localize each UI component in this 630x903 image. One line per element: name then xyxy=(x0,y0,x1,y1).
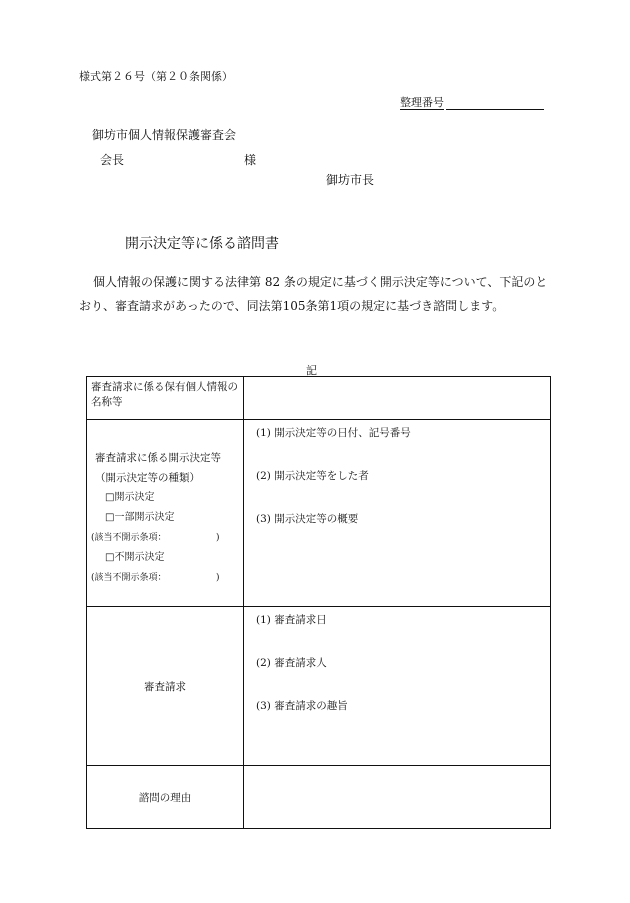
reference-number-field xyxy=(446,97,544,110)
row3-label-cell xyxy=(87,607,244,766)
reference-number xyxy=(400,94,544,110)
table-row xyxy=(87,377,551,420)
row4-label: 諮問の理由 xyxy=(138,791,192,804)
partial-nondisclosure-clause: (該当不開示条項： ) xyxy=(91,533,220,543)
body-text: 個人情報の保護に関する法律第 82 条の規定に基づく開示決定等について、下記のとおり、審査請求があったので、同法第105条第1項の規定に基づき諮問します。 xyxy=(79,275,548,313)
nondisclosure-clause: (該当不開示条項： ) xyxy=(91,573,220,583)
document-title: 開示決定等に係る諮問書 xyxy=(125,236,279,252)
table-row xyxy=(87,766,551,829)
option-nondisclosure[interactable]: □不開示決定 xyxy=(105,552,165,563)
row3-item-3: (3) 審査請求の趣旨 xyxy=(256,700,348,712)
reference-number-label: 整理番号 xyxy=(400,96,444,109)
form-number: 様式第２６号（第２０条関係） xyxy=(79,70,233,83)
body-paragraph xyxy=(79,270,551,318)
addressee-honorific: 様 xyxy=(244,153,257,167)
row2-label-line2: （開示決定等の種類） xyxy=(95,472,200,484)
row3-label: 審査請求 xyxy=(144,680,186,693)
row1-value-cell[interactable] xyxy=(244,377,551,420)
option-partial-disclosure[interactable]: □一部開示決定 xyxy=(105,512,175,523)
row3-item-2: (2) 審査請求人 xyxy=(256,657,327,669)
row3-item-1: (1) 審査請求日 xyxy=(256,614,327,626)
row2-item-3: (3) 開示決定等の概要 xyxy=(256,513,359,525)
row1-label: 審査請求に係る保有個人情報の名称等 xyxy=(91,381,238,408)
row2-label-line1: 審査請求に係る開示決定等 xyxy=(95,452,221,464)
row2-item-1: (1) 開示決定等の日付、記号番号 xyxy=(256,427,411,439)
inquiry-table xyxy=(86,376,551,829)
row2-item-2: (2) 開示決定等をした者 xyxy=(256,470,369,482)
addressee-chair: 会長 xyxy=(100,153,125,167)
row4-label-cell xyxy=(87,766,244,829)
row1-label-cell xyxy=(87,377,244,420)
sender: 御坊市長 xyxy=(326,173,375,187)
table-row xyxy=(87,420,551,607)
row2-value-cell[interactable] xyxy=(244,420,551,607)
row3-value-cell[interactable] xyxy=(244,607,551,766)
addressee-organization: 御坊市個人情報保護審査会 xyxy=(92,128,237,142)
option-disclosure[interactable]: □開示決定 xyxy=(105,492,155,503)
table-row xyxy=(87,607,551,766)
row4-value-cell[interactable] xyxy=(244,766,551,829)
row2-label-cell xyxy=(87,420,244,607)
ki-heading: 記 xyxy=(306,364,317,377)
